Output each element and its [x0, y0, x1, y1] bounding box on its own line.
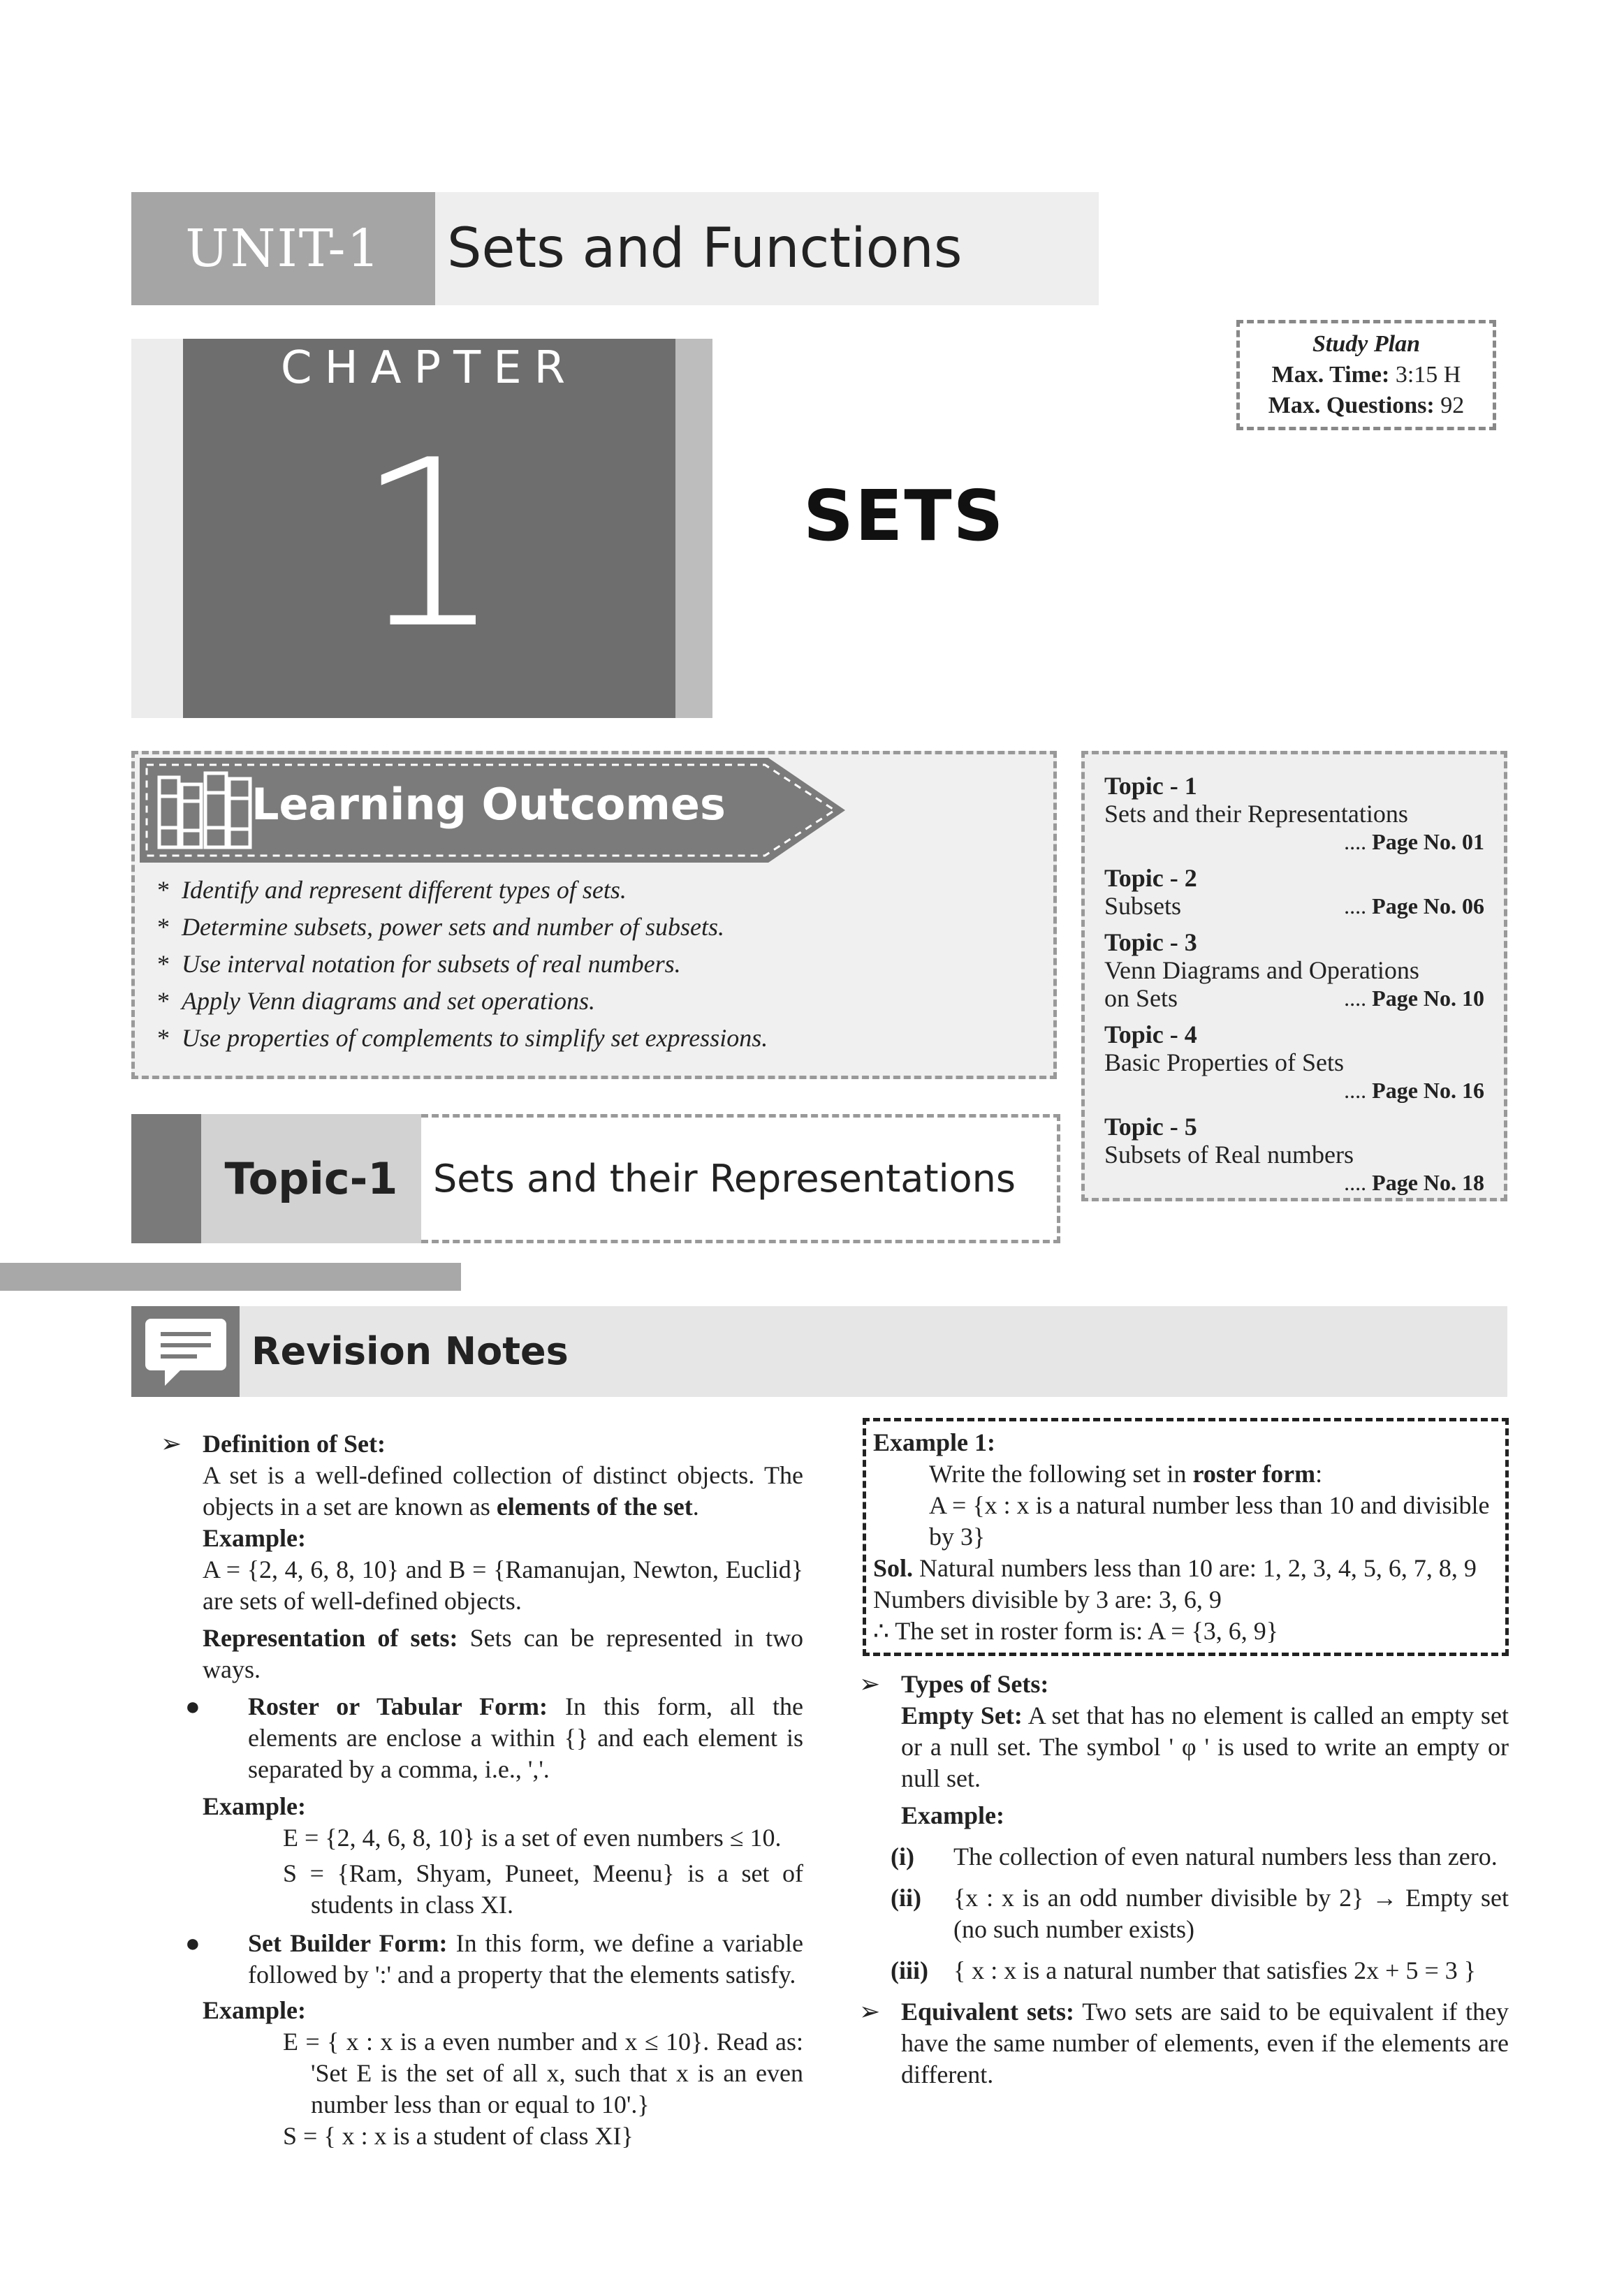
- list-item: (ii) {x : x is an odd number divisible by 2} → Empty set (no such number exists): [891, 1884, 1509, 1943]
- topic-entry-5: Topic - 5 Subsets of Real numbers .... Page No. 18: [1104, 1113, 1484, 1195]
- roster-form: ● Roster or Tabular Form: In this form, all the elements are enclose a within {} and each element is separated by a comma, i.e., ','.: [185, 1692, 803, 1783]
- example-box: [863, 1418, 1509, 1656]
- example-text: S = { x : x is a student of class XI}: [283, 2122, 634, 2150]
- example-label: Example:: [901, 1801, 1004, 1829]
- example-question: Write the following set in roster form:: [929, 1460, 1323, 1488]
- solution-line: ∴ The set in roster form is: A = {3, 6, 9}: [873, 1617, 1279, 1645]
- arrow-bullet-icon: ➢: [161, 1430, 182, 1458]
- topic-entry-2: Topic - 2 Subsets .... Page No. 06: [1104, 864, 1484, 920]
- example-text: A = {2, 4, 6, 8, 10} and B = {Ramanujan, Newton, Euclid} are sets of well-defined objects.: [203, 1555, 803, 1615]
- example-label: Example:: [203, 1792, 306, 1820]
- left-column: [161, 1428, 803, 2152]
- bullet-icon: ●: [185, 1692, 200, 1720]
- topic-heading-label: Topic-1: [224, 1153, 398, 1204]
- definition-heading: ➢ Definition of Set:: [164, 1428, 803, 1460]
- list-item: * Use properties of complements to simplify set expressions.: [157, 1020, 1044, 1057]
- set-builder-form: ● Set Builder Form: In this form, we define a variable followed by ':' and a property that the elements satisfy.: [185, 1929, 803, 1989]
- learning-outcomes-list: [157, 872, 1044, 1057]
- study-plan-time: Max. Time: 3:15 H: [1271, 362, 1461, 388]
- example-heading: Example 1:: [873, 1428, 995, 1456]
- list-item: * Use interval notation for subsets of real numbers.: [157, 946, 1044, 983]
- topic-entry-1: Topic - 1 Sets and their Representations .... Page No. 01: [1104, 772, 1484, 854]
- equivalent-sets-text: ➢ Equivalent sets: Two sets are said to be equivalent if they have the same number of elements, even if the elements are different.: [859, 1998, 1509, 2088]
- speech-bubble-icon: [131, 1306, 240, 1397]
- learning-outcomes-title: Learning Outcomes: [251, 779, 726, 830]
- divider-strip: [0, 1263, 461, 1291]
- list-item: * Identify and represent different types of sets.: [157, 872, 1044, 909]
- empty-set-text: Empty Set: A set that has no element is called an empty set or a null set. The symbol ' φ ' is used to write an empty or null set.: [901, 1701, 1509, 1792]
- solution-line: Numbers divisible by 3 are: 3, 6, 9: [873, 1586, 1222, 1613]
- representation-text: Representation of sets: Sets can be represented in two ways.: [203, 1624, 803, 1683]
- revision-notes-icon-bg: [131, 1306, 240, 1397]
- topic-entry-3: Topic - 3 Venn Diagrams and Operations on Sets .... Page No. 10: [1104, 928, 1484, 1012]
- topic-heading-title: Sets and their Representations: [433, 1157, 1016, 1201]
- unit-label: UNIT-1: [131, 192, 435, 305]
- definition-text: A set is a well-defined collection of distinct objects. The objects in a set are known as elements of the set.: [203, 1461, 803, 1521]
- chapter-title: SETS: [803, 475, 1005, 557]
- example-label: Example:: [203, 1524, 306, 1552]
- example-text: S = {Ram, Shyam, Puneet, Meenu} is a set of students in class XI.: [283, 1859, 803, 1919]
- chapter-word: CHAPTER: [280, 342, 578, 394]
- study-plan-title: Study Plan: [1312, 331, 1420, 357]
- revision-notes-title: Revision Notes: [251, 1329, 569, 1373]
- study-plan-questions: Max. Questions: 92: [1268, 393, 1465, 418]
- example-text: E = {2, 4, 6, 8, 10} is a set of even numbers ≤ 10.: [283, 1824, 782, 1852]
- example-label: Example:: [203, 1996, 306, 2024]
- types-heading: ➢ Types of Sets:: [863, 1669, 1509, 1700]
- study-plan-box: [1236, 320, 1496, 430]
- topic-entry-4: Topic - 4 Basic Properties of Sets .... Page No. 16: [1104, 1020, 1484, 1103]
- unit-title: Sets and Functions: [447, 217, 963, 280]
- bullet-icon: ●: [185, 1929, 200, 1957]
- chapter-number: 1: [356, 411, 503, 679]
- arrow-bullet-icon: ➢: [859, 1998, 881, 2026]
- list-item: * Apply Venn diagrams and set operations.: [157, 983, 1044, 1020]
- list-item: (iii) { x : x is a natural number that satisfies 2x + 5 = 3 }: [891, 1956, 1477, 1984]
- chapter-side-stripe: [674, 339, 712, 718]
- solution-text: Sol. Natural numbers less than 10 are: 1, 2, 3, 4, 5, 6, 7, 8, 9: [873, 1554, 1477, 1582]
- topic-heading-accent: [131, 1114, 201, 1243]
- list-item: * Determine subsets, power sets and number of subsets.: [157, 909, 1044, 946]
- example-set: A = {x : x is a natural number less than 10 and divisible by 3}: [929, 1491, 1490, 1551]
- topic-index-box: [1081, 751, 1507, 1201]
- arrow-bullet-icon: ➢: [859, 1670, 881, 1698]
- example-text: E = { x : x is a even number and x ≤ 10}. Read as: 'Set E is the set of all x, such that x is an even number less than or equal to 10'.}: [283, 2028, 803, 2118]
- right-column: [859, 1418, 1509, 2091]
- list-item: (i) The collection of even natural numbers less than zero.: [891, 1843, 1498, 1871]
